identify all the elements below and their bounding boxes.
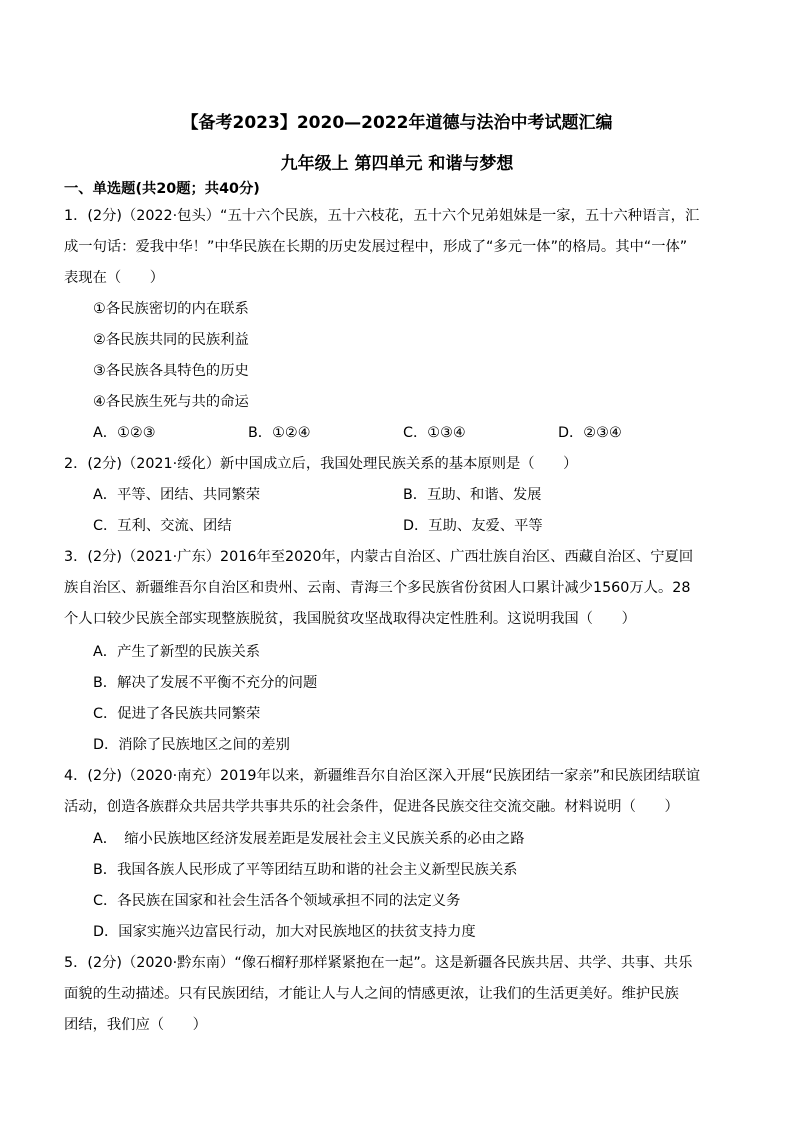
- q5-line-1: 5．(2分)（2020·黔东南）“像石榴籽那样紧紧抱在一起”。这是新疆各民族共居、共学、共事、共乐: [64, 955, 693, 971]
- q3-line-3: 个人口较少民族全部实现整族脱贫，我国脱贫攻坚战取得决定性胜利。这说明我国（ ）: [64, 611, 636, 627]
- q3-option-d[interactable]: D．消除了民族地区之间的差别: [93, 737, 290, 753]
- q1-line-3: 表现在（ ）: [64, 270, 165, 286]
- q4-line-1: 4．(2分)（2020·南充）2019年以来，新疆维吾尔自治区深入开展“民族团结一家亲”和民族团结联谊: [64, 768, 701, 784]
- section-heading: 一、单选题(共20题；共40分): [64, 181, 260, 197]
- document-title: 【备考2023】2020—2022年道德与法治中考试题汇编: [181, 113, 613, 133]
- q3-option-b[interactable]: B．解决了发展不平衡不充分的问题: [93, 675, 318, 691]
- q1-item-3: ③各民族各具特色的历史: [93, 363, 249, 379]
- q1-option-d[interactable]: D．②③④: [558, 425, 622, 441]
- q4-line-2: 活动，创造各族群众共居共学共事共乐的社会条件，促进各民族交往交流交融。材料说明（ ）: [64, 799, 679, 815]
- q1-line-1: 1．(2分)（2022·包头）“五十六个民族，五十六枝花，五十六个兄弟姐妹是一家，五十六种语言，汇: [64, 208, 700, 224]
- q4-option-a[interactable]: A． 缩小民族地区经济发展差距是发展社会主义民族关系的必由之路: [93, 831, 525, 847]
- q3-line-1: 3．(2分)（2021·广东）2016年至2020年，内蒙古自治区、广西壮族自治区、西藏自治区、宁夏回: [64, 549, 694, 565]
- q3-option-c[interactable]: C．促进了各民族共同繁荣: [93, 706, 261, 722]
- q2-option-a[interactable]: A．平等、团结、共同繁荣: [93, 487, 261, 503]
- q1-option-a[interactable]: A．①②③: [93, 425, 156, 441]
- q1-item-4: ④各民族生死与共的命运: [93, 394, 249, 410]
- q2-option-c[interactable]: C．互利、交流、团结: [93, 518, 232, 534]
- q1-item-1: ①各民族密切的内在联系: [93, 301, 249, 317]
- q1-line-2: 成一句话：爱我中华！”中华民族在长期的历史发展过程中，形成了“多元一体”的格局。其中“一体”: [64, 239, 688, 255]
- q1-item-2: ②各民族共同的民族利益: [93, 332, 249, 348]
- q4-option-b[interactable]: B．我国各族人民形成了平等团结互助和谐的社会主义新型民族关系: [93, 862, 518, 878]
- q5-line-2: 面貌的生动描述。只有民族团结，才能让人与人之间的情感更浓，让我们的生活更美好。维护民族: [64, 986, 679, 1002]
- q4-option-d[interactable]: D．国家实施兴边富民行动，加大对民族地区的扶贫支持力度: [93, 924, 476, 940]
- q3-option-a[interactable]: A．产生了新型的民族关系: [93, 644, 261, 660]
- q1-option-c[interactable]: C．①③④: [403, 425, 466, 441]
- q2-option-b[interactable]: B．互助、和谐、发展: [403, 487, 542, 503]
- q5-line-3: 团结，我们应（ ）: [64, 1017, 207, 1033]
- document-subtitle: 九年级上 第四单元 和谐与梦想: [280, 154, 514, 174]
- q1-option-b[interactable]: B．①②④: [248, 425, 311, 441]
- q3-line-2: 族自治区、新疆维吾尔自治区和贵州、云南、青海三个多民族省份贫困人口累计减少1560万人。28: [64, 580, 691, 596]
- q2-option-d[interactable]: D．互助、友爱、平等: [403, 518, 543, 534]
- q4-option-c[interactable]: C．各民族在国家和社会生活各个领域承担不同的法定义务: [93, 893, 461, 909]
- q2-line-1: 2．(2分)（2021·绥化）新中国成立后，我国处理民族关系的基本原则是（ ）: [64, 456, 578, 472]
